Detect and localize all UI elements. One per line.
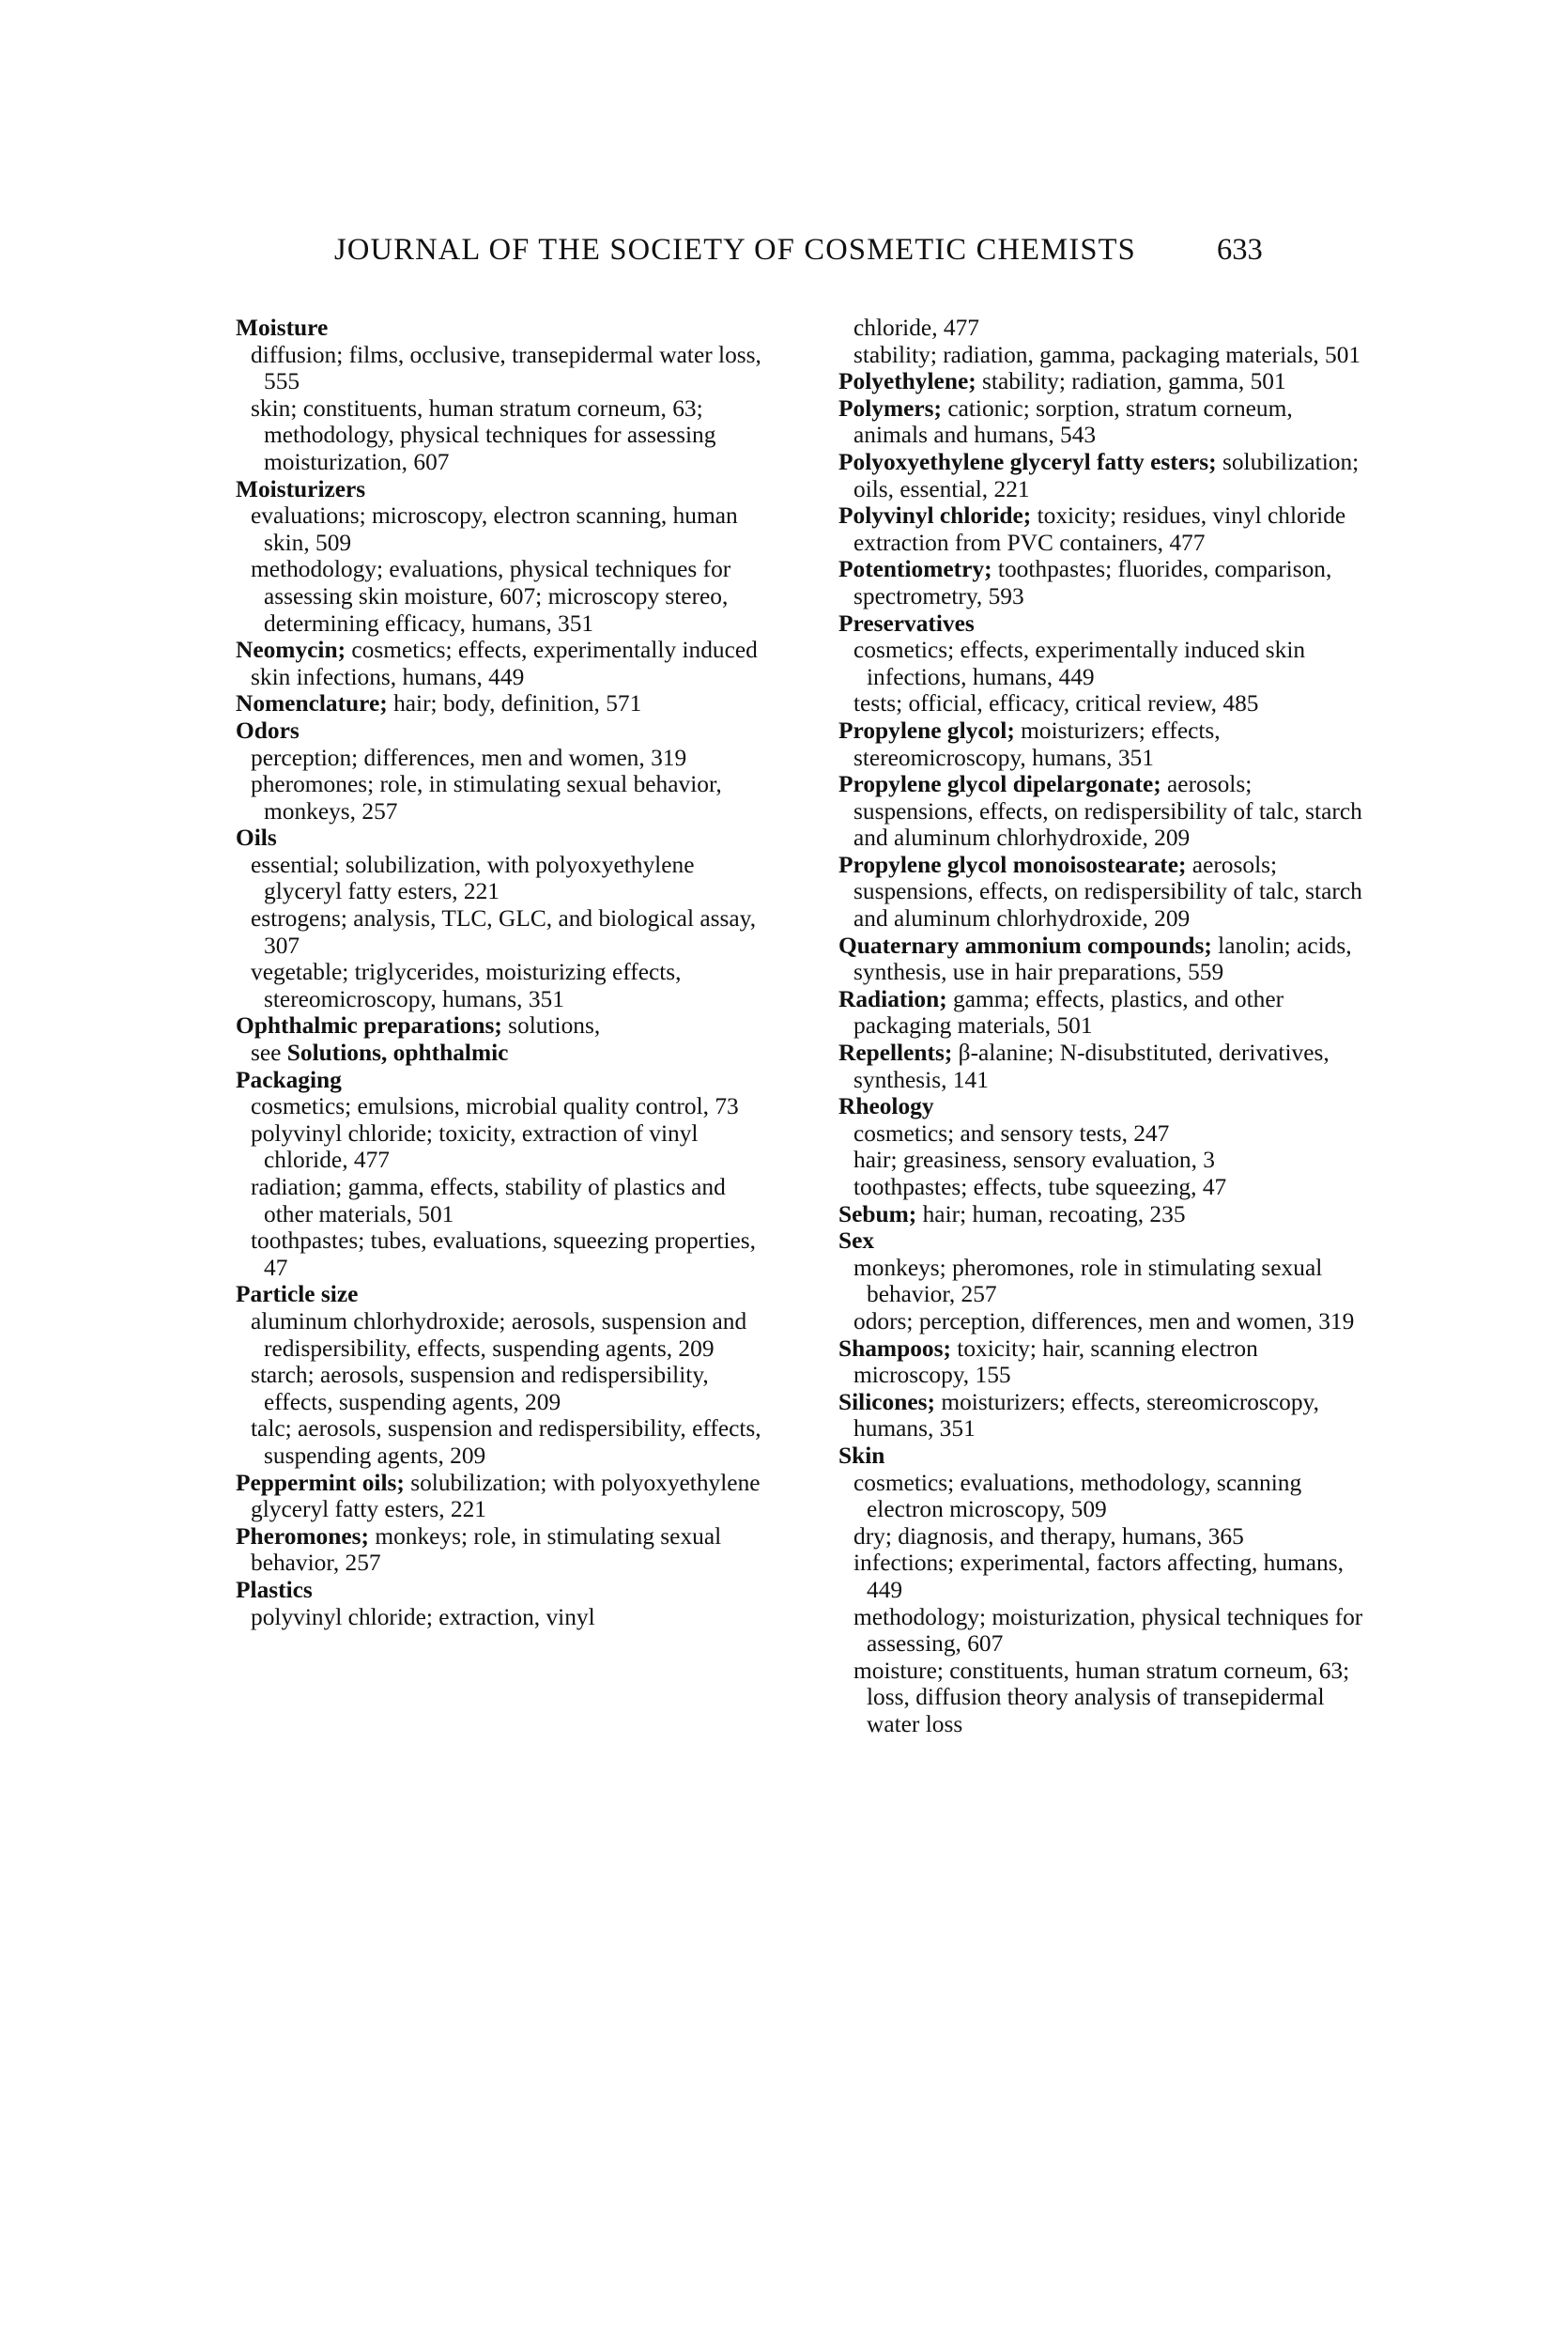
- index-heading: Nomenclature;: [236, 690, 388, 717]
- index-subentry: infections; experimental, factors affecting, humans, 449: [853, 1550, 1344, 1603]
- index-subentry: polyvinyl chloride; toxicity, extraction of vinyl chloride, 477: [251, 1119, 699, 1174]
- index-entry: [838, 852, 1364, 933]
- index-subentry: radiation; gamma, effects, stability of plastics and other materials, 501: [251, 1174, 726, 1227]
- index-heading: Sex: [838, 1227, 875, 1255]
- index-subentry: starch; aerosols, suspension and redispersibility, effects, suspending agents, 209: [251, 1362, 709, 1415]
- index-heading: Quaternary ammonium compounds;: [838, 932, 1212, 959]
- cross-reference-target: Solutions, ophthalmic: [286, 1040, 509, 1067]
- index-subentry: methodology; moisturization, physical techniques for assessing, 607: [853, 1603, 1363, 1658]
- index-heading: Packaging: [236, 1066, 342, 1093]
- index-entry-text: solutions,: [501, 1012, 601, 1040]
- index-entry-text: solubilization; oils, essential, 221: [853, 448, 1360, 502]
- index-subentry: perception; differences, men and women, 319: [251, 744, 687, 771]
- index-subentry: methodology; evaluations, physical techniques for assessing skin moisture, 607; microscopy stereo, determining efficacy, humans, 351: [251, 556, 731, 637]
- index-entry-text: gamma; effects, plastics, and other packaging materials, 501: [853, 985, 1284, 1040]
- index-entry-text: β-alanine; N-disubstituted, derivatives, synthesis, 141: [853, 1040, 1330, 1093]
- index-entry: [838, 395, 1364, 449]
- index-heading: Oils: [236, 825, 277, 852]
- index-entry-text: aerosols; suspensions, effects, on redispersibility of talc, starch and aluminum chlorhydroxide, 209: [853, 771, 1362, 852]
- index-subentry: hair; greasiness, sensory evaluation, 3: [853, 1147, 1215, 1174]
- index-heading: Repellents;: [838, 1040, 953, 1067]
- index-subentry: stability; radiation, gamma, packaging materials, 501: [853, 341, 1361, 368]
- index-entry: [236, 637, 761, 690]
- index-entry-text: solubilization; with polyoxyethylene glyceryl fatty esters, 221: [251, 1469, 761, 1523]
- index-subentry: cosmetics; emulsions, microbial quality control, 73: [251, 1093, 739, 1120]
- index-heading: Preservatives: [838, 609, 975, 637]
- index-column-right: [838, 315, 1364, 1737]
- index-entry-text: toothpastes; fluorides, comparison, spectrometry, 593: [853, 556, 1332, 609]
- journal-title: JOURNAL OF THE SOCIETY OF COSMETIC CHEMISTS: [334, 233, 1136, 267]
- index-entry-text: moisturizers; effects, stereomicroscopy, humans, 351: [853, 717, 1221, 771]
- index-subentry: vegetable; triglycerides, moisturizing effects, stereomicroscopy, humans, 351: [251, 959, 682, 1012]
- index-entry: [838, 1389, 1364, 1442]
- index-entry-text: cosmetics; effects, experimentally induced skin infections, humans, 449: [251, 637, 758, 690]
- index-subentry: toothpastes; effects, tube squeezing, 47: [853, 1174, 1227, 1200]
- index-entry-text: toxicity; residues, vinyl chloride extraction from PVC containers, 477: [853, 502, 1346, 556]
- index-entry-text: aerosols; suspensions, effects, on redispersibility of talc, starch and aluminum chlorhydroxide, 209: [853, 851, 1362, 933]
- index-subentry: odors; perception, differences, men and women, 319: [853, 1307, 1355, 1334]
- index-heading: Polyvinyl chloride;: [838, 502, 1032, 530]
- index-entry: [838, 1040, 1364, 1093]
- index-subentry: essential; solubilization, with polyoxyethylene glyceryl fatty esters, 221: [251, 851, 695, 905]
- index-heading: Ophthalmic preparations;: [236, 1012, 502, 1040]
- index-heading: Shampoos;: [838, 1334, 951, 1362]
- index-entry-text: hair; body, definition, 571: [387, 690, 642, 717]
- index-heading: Plastics: [236, 1576, 313, 1603]
- page-number: 633: [1217, 233, 1263, 267]
- index-entry: [236, 1012, 761, 1040]
- index-entry-text: monkeys; role, in stimulating sexual behavior, 257: [251, 1522, 722, 1577]
- index-subentry: talc; aerosols, suspension and redispersibility, effects, suspending agents, 209: [251, 1415, 761, 1469]
- index-entry: [838, 502, 1364, 556]
- index-heading: Silicones;: [838, 1388, 935, 1415]
- index-subentry: cosmetics; evaluations, methodology, scanning electron microscopy, 509: [853, 1469, 1302, 1523]
- page-header: [0, 233, 1568, 270]
- index-entry-text: cationic; sorption, stratum corneum, animals and humans, 543: [853, 394, 1293, 449]
- index-subentry: pheromones; role, in stimulating sexual behavior, monkeys, 257: [251, 771, 722, 825]
- index-subentry: chloride, 477: [853, 315, 979, 341]
- index-heading: Moisturizers: [236, 475, 366, 502]
- index-entry: [838, 771, 1364, 852]
- index-entry-text: lanolin; acids, synthesis, use in hair preparations, 559: [853, 932, 1352, 986]
- index-entry-text: hair; human, recoating, 235: [916, 1200, 1186, 1227]
- index-subentry: estrogens; analysis, TLC, GLC, and biological assay, 307: [251, 905, 757, 959]
- index-entry-text: toxicity; hair, scanning electron microscopy, 155: [853, 1334, 1258, 1389]
- index-entry: [838, 986, 1364, 1040]
- index-column-left: [236, 315, 761, 1630]
- index-subentry: moisture; constituents, human stratum corneum, 63; loss, diffusion theory analysis of transepidermal water loss: [853, 1657, 1350, 1737]
- index-entry-text: stability; radiation, gamma, 501: [976, 368, 1286, 395]
- index-heading: Polyethylene;: [838, 368, 976, 395]
- index-entry: [838, 368, 1364, 395]
- index-heading: Particle size: [236, 1281, 359, 1308]
- index-heading: Propylene glycol monoisostearate;: [838, 851, 1187, 878]
- index-entry: [838, 556, 1364, 609]
- index-subentry: dry; diagnosis, and therapy, humans, 365: [853, 1522, 1244, 1550]
- index-entry: [838, 933, 1364, 986]
- index-entry: [838, 1335, 1364, 1389]
- cross-reference: [236, 1040, 761, 1067]
- index-entry: [236, 1470, 761, 1523]
- index-entry: [838, 449, 1364, 502]
- index-entry-text: moisturizers; effects, stereomicroscopy, humans, 351: [853, 1388, 1319, 1442]
- index-heading: Peppermint oils;: [236, 1469, 405, 1496]
- see-label: see: [251, 1040, 287, 1067]
- index-subentry: aluminum chlorhydroxide; aerosols, suspension and redispersibility, effects, suspending agents, 209: [251, 1307, 747, 1362]
- index-subentry: monkeys; pheromones, role in stimulating sexual behavior, 257: [853, 1254, 1323, 1308]
- index-entry: [236, 690, 761, 717]
- index-heading: Radiation;: [838, 985, 947, 1012]
- index-subentry: cosmetics; effects, experimentally induced skin infections, humans, 449: [853, 637, 1306, 690]
- index-heading: Polyoxyethylene glyceryl fatty esters;: [838, 448, 1217, 475]
- index-subentry: cosmetics; and sensory tests, 247: [853, 1119, 1170, 1147]
- index-heading: Propylene glycol dipelargonate;: [838, 771, 1161, 798]
- index-heading: Neomycin;: [236, 637, 346, 664]
- index-heading: Odors: [236, 717, 300, 744]
- index-heading: Pheromones;: [236, 1522, 369, 1550]
- index-subentry: polyvinyl chloride; extraction, vinyl: [251, 1603, 595, 1630]
- index-heading: Rheology: [838, 1093, 934, 1120]
- index-subentry: evaluations; microscopy, electron scanning, human skin, 509: [251, 502, 738, 556]
- index-heading: Skin: [838, 1442, 885, 1469]
- index-entry: [838, 717, 1364, 771]
- index-heading: Polymers;: [838, 394, 942, 422]
- index-subentry: toothpastes; tubes, evaluations, squeezing properties, 47: [251, 1227, 757, 1281]
- index-heading: Propylene glycol;: [838, 717, 1015, 744]
- index-entry: [236, 1523, 761, 1577]
- index-heading: Moisture: [236, 315, 329, 341]
- index-entry: [838, 1201, 1364, 1228]
- index-subentry: skin; constituents, human stratum corneum, 63; methodology, physical techniques for assessing moisturization, 607: [251, 394, 716, 475]
- index-subentry: tests; official, efficacy, critical review, 485: [853, 690, 1259, 717]
- index-heading: Sebum;: [838, 1200, 917, 1227]
- index-subentry: diffusion; films, occlusive, transepidermal water loss, 555: [251, 341, 761, 395]
- index-heading: Potentiometry;: [838, 556, 992, 583]
